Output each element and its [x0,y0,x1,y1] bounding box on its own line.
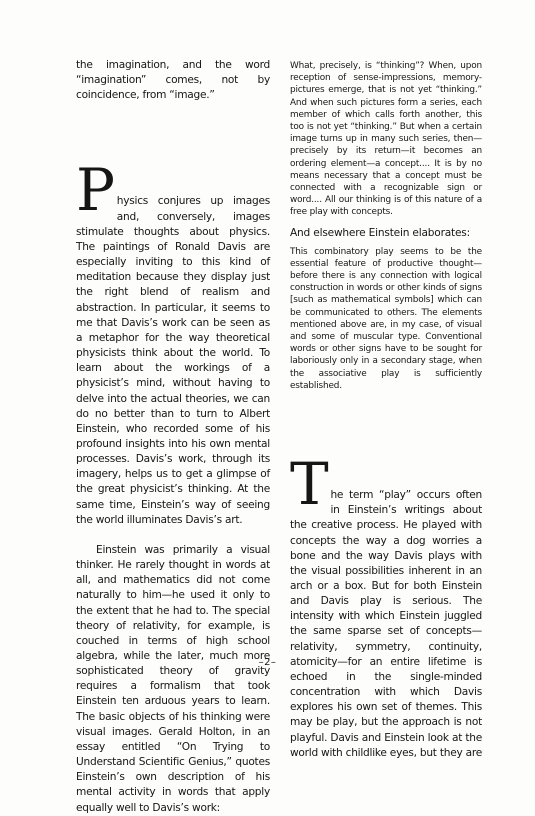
einstein-quote-thinking: What, precisely, is “thinking”? When, upon reception of sense-impressions, memory-pictures emerge, that is not yet “thinking.” And when such pictures form a series, each member of which calls forth another, this too is not yet “thinking.” But when a certain image turns up in many such series, then—precisely by its return—it becomes an ordering element—a concept.... It is by no means necessary that a concept must be connected with a recognizable sign or word.... All our thinking is of this nature of a free play with concepts. [290,61,482,218]
drop-cap-t: T [290,450,329,519]
right-column [290,60,482,761]
section-spacer-right [290,392,482,450]
section-spacer [76,103,270,156]
play-paragraph [290,450,482,761]
left-column [76,58,270,816]
drop-cap-p: P [76,156,115,225]
physics-paragraph-text: hysics conjures up images and, conversely, images stimulate thoughts about physics. The paintings of Ronald Davis are especially inviting to this kind of meditation because they display just the right blend of realism and abstraction. In particular, it seems to me that Davis’s work can be seen as a metaphor for the way theoretical physicists think about the world. To learn about the workings of a physicist’s mind, without having to delve into the actual theories, we can do no better than to turn to Albert Einstein, who recorded some of his profound insights into his own mental processes. Davis’s work, through its imagery, helps us to get a glimpse of the great physicist’s thinking. At the same time, Einstein’s way of seeing the world illuminates Davis’s art. [76,195,270,526]
einstein-visual-paragraph: Einstein was primarily a visual thinker. He rarely thought in words at all, and mathematics did not come naturally to him—he used it only to the extent that he had to. The special theory of relativity, for example, is couched in terms of high school algebra, while the later, much more sophisticated theory of gravity requires a formalism that took Einstein ten arduous years to learn. The basic objects of his thinking were visual images. Gerald Holton, in an essay entitled “On Trying to Understand Scientific Genius,” quotes Einstein’s own description of his mental activity in words that apply equally well to Davis’s work: [76,543,270,814]
elaborates-line: And elsewhere Einstein elaborates: [290,226,470,239]
page-number: –2– [258,657,277,668]
play-paragraph-text: he term “play” occurs often in Einstein’s writings about the creative process. He played with concepts the way a dog worries a bone and the way Davis plays with the visual possibilities inherent in an arch or a box. But for both Einstein and Davis play is serious. The intensity with which Einstein juggled the same sparse set of concepts—relativity, symmetry, continuity, atomicity—for an entire lifetime is echoed in the single-minded concentration with which Davis explores his own set of themes. This may be play, but the approach is not playful. Davis and Einstein look at the world with childlike eyes, but they are [290,489,482,759]
paragraph-gap [76,528,270,543]
einstein-quote-combinatory: This combinatory play seems to be the essential feature of productive thought—before there is any connection with logical construction in words or other kinds of signs [such as mathematical symbols] which can be communicated to others. The elements mentioned above are, in my case, of visual and some of muscular type. Conventional words or other signs have to be sought for laboriously only in a secondary stage, when the associative play is sufficiently established. [290,246,482,391]
physics-paragraph [76,156,270,527]
opening-paragraph: the imagination, and the word “imagination” comes, not by coincidence, from “image.” [76,59,270,102]
